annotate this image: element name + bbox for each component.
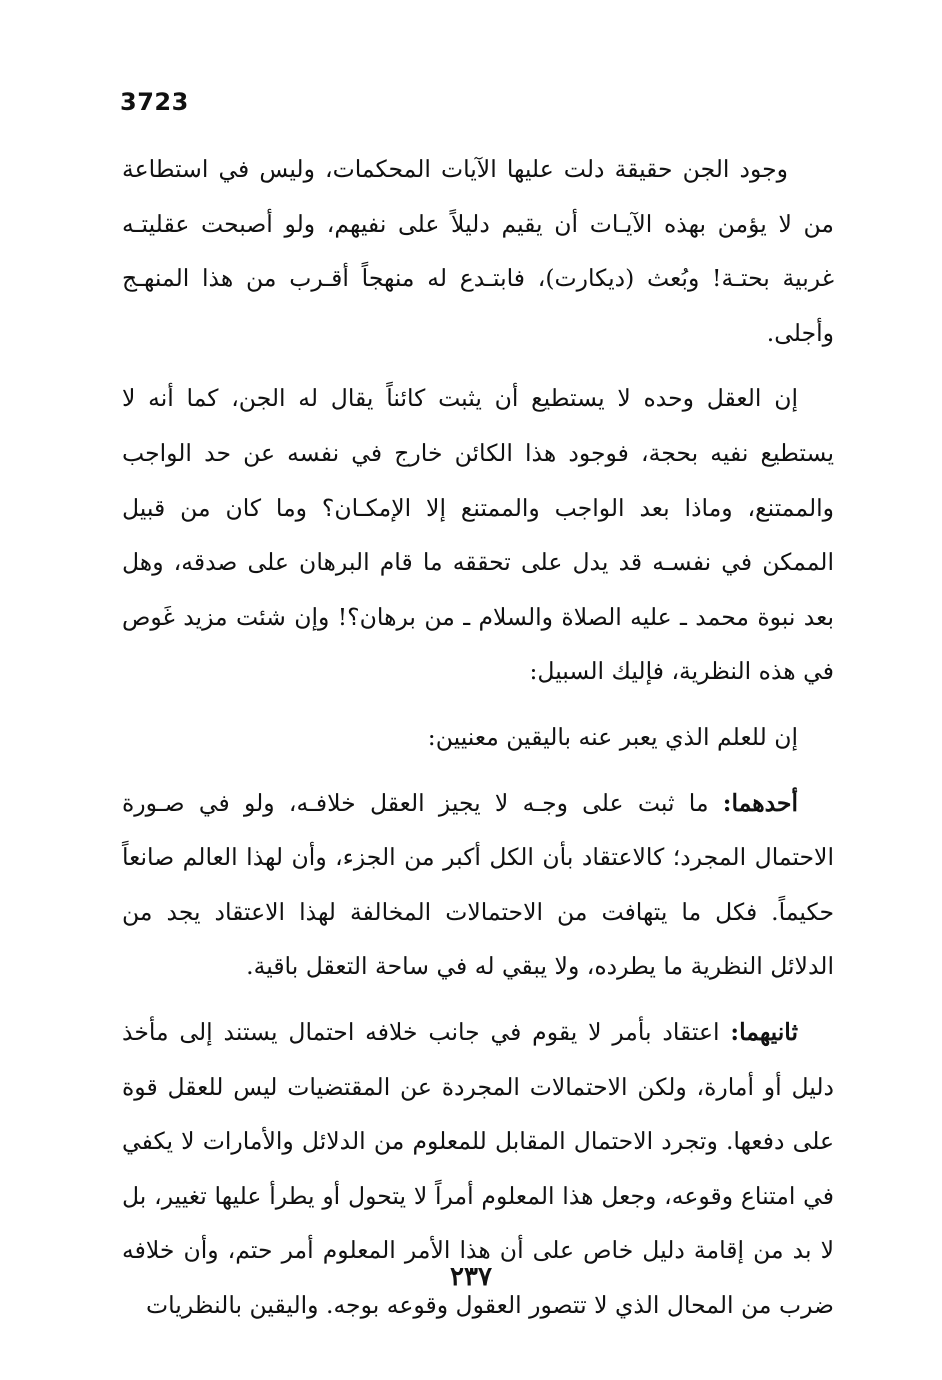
paragraph-3-text: إن للعلم الذي يعبر عنه باليقين معنيين:: [427, 722, 798, 751]
paragraph-4: [122, 776, 834, 994]
paragraph-3: [122, 710, 834, 765]
page-number: ٢٣٧: [450, 1262, 492, 1292]
paragraph-5-lead: ثانيهما:: [730, 1017, 798, 1046]
paragraph-1-text: وجود الجن حقيقة دلت عليها الآيات المحكمات، وليس في استطاعة من لا يؤمن بهذه الآيـات أن يقيم دليلاً على نفيهم، ولو أصبحت عقليتـه غربية بحتـة! وبُعث (ديكارت)، فابتـدع له منهجاً أقـرب من هذا المنهـج وأجلى.: [122, 155, 834, 347]
body-text: [122, 142, 834, 1343]
paragraph-2: [122, 371, 834, 699]
paragraph-4-text: ما ثبت على وجـه لا يجيز العقل خلافـه، ولو في صـورة الاحتمال المجرد؛ كالاعتقاد بأن الكل أكبر من الجزء، وأن لهذا العالم صانعاً حكيماً. فكل ما يتهافت من الاحتمالات المخالفة لهذا الاعتقاد يجد من الدلائل النظرية ما يطرده، ولا يبقي له في ساحة التعقل باقية.: [122, 788, 834, 981]
page-id: 3723: [120, 88, 189, 116]
paragraph-1: [122, 142, 834, 360]
paragraph-4-lead: أحدهما:: [722, 788, 798, 817]
paragraph-2-text: إن العقل وحده لا يستطيع أن يثبت كائناً يقال له الجن، كما أنه لا يستطيع نفيه بحجة، فوجود هذا الكائن خارج في نفسه عن حد الواجب والممتنع، وماذا بعد الواجب والممتنع إلا الإمكـان؟ وما كان من قبيل الممكن في نفسـه قد يدل على تحققه ما قام البرهان على صدقه، وهل بعد نبوة محمد ـ عليه الصلاة والسلام ـ من برهان؟! وإن شئت مزيد غَوص في هذه النظرية، فإليك السبيل:: [122, 384, 834, 686]
paragraph-5-text: اعتقاد بأمر لا يقوم في جانب خلافه احتمال يستند إلى مأخذ دليل أو أمارة، ولكن الاحتمالات المجردة عن المقتضيات ليس للعقل قوة على دفعها. وتجرد الاحتمال المقابل للمعلوم من الدلائل والأمارات لا يكفي في امتناع وقوعه، وجعل هذا المعلوم أمراً لا يتحول أو يطرأ عليها تغيير، بل لا بد من إقامة دليل خاص على أن هذا الأمر المعلوم أمر حتم، وأن خلافه ضرب من المحال الذي لا تتصور العقول وقوعه بوجه. واليقين بالنظريات: [122, 1017, 834, 1319]
